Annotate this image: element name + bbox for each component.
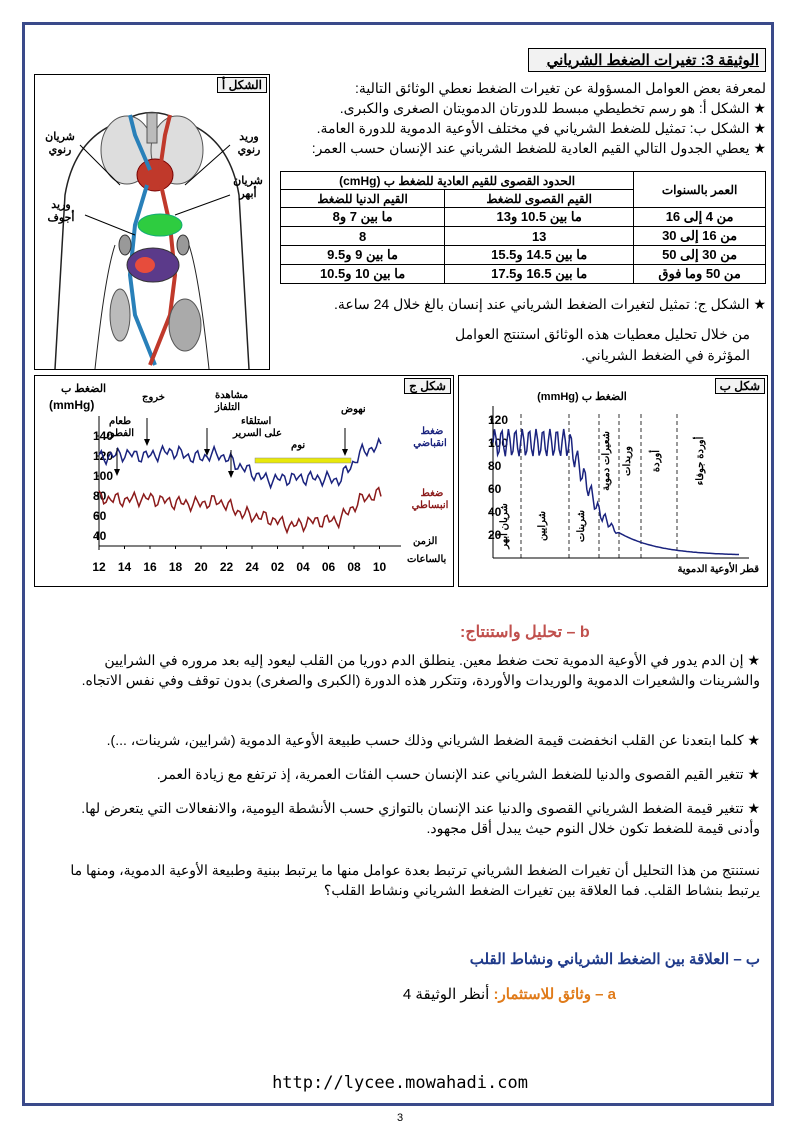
- annotation-sleep: نوم: [291, 440, 306, 451]
- annotation-arrowhead: [144, 439, 150, 446]
- annotation-tv: التلفاز: [215, 402, 241, 413]
- y-tick-label: 40: [93, 529, 107, 543]
- x-tick-label: 04: [296, 560, 310, 574]
- annotation-tv: مشاهدة: [215, 390, 249, 401]
- paragraph: ★ كلما ابتعدنا عن القلب انخفضت قيمة الضغط الشرياني وذلك حسب طبيعة الأوعية الدموية (شرايين، شرينات، ...).: [106, 732, 760, 748]
- max-cell: 13: [445, 227, 634, 246]
- leg-muscle: [169, 299, 201, 351]
- min-cell: ما بين 9 و9.5: [281, 246, 445, 265]
- systolic-label: انقباضي: [413, 438, 447, 449]
- blood-pressure-table: [280, 171, 766, 284]
- aorta-label: شريان أبهر: [233, 175, 263, 200]
- diastolic-label: ضغط: [420, 488, 444, 499]
- annotation-arrowhead: [342, 449, 348, 456]
- age-cell: من 4 إلى 16: [634, 208, 766, 227]
- pointer-line: [85, 215, 135, 235]
- x-tick-label: 24: [245, 560, 259, 574]
- x-tick-label: 20: [194, 560, 208, 574]
- x-title: الزمن: [413, 536, 438, 547]
- y-tick-label: 140: [93, 429, 114, 443]
- section-a: [300, 985, 616, 1003]
- page-number: 3: [396, 1112, 404, 1124]
- conclusion-prompt: من خلال تحليل معطيات هذه الوثائق استنتج العوامل المؤثرة في الضغط الشرياني.: [454, 326, 750, 363]
- figure-j-label: شكل ج: [404, 378, 451, 394]
- age-cell: من 50 وما فوق: [634, 265, 766, 284]
- x-tick-label: 06: [321, 560, 336, 574]
- min-cell: ما بين 10 و10.5: [281, 265, 445, 284]
- zone-label: أوردة جوفاء: [695, 436, 706, 486]
- annotation-lying: على السرير: [233, 428, 282, 439]
- y-tick-label: 20: [488, 527, 502, 542]
- min-header: القيم الدنيا للضغط: [281, 190, 445, 208]
- max-header: القيم القصوى للضغط: [445, 190, 634, 208]
- x-tick-label: 10: [372, 560, 387, 574]
- pressure-24h-chart: [35, 376, 453, 586]
- intestines: [135, 257, 155, 273]
- document-title: الوثيقة 3: تغيرات الضغط الشرياني: [528, 48, 766, 72]
- y-tick-label: 100: [93, 469, 114, 483]
- x-unit: بالساعات: [407, 554, 447, 565]
- table-row: [281, 227, 766, 246]
- figure-a: [34, 74, 270, 370]
- intro-line: ★ الشكل ب: تمثيل للضغط الشرياني في مختلف الأوعية الدموية للدورة العامة.: [316, 120, 766, 136]
- x-tick-label: 16: [143, 560, 157, 574]
- zone-label: شعيرات دموية: [601, 431, 612, 491]
- age-header: العمر بالسنوات: [634, 172, 766, 208]
- kidney: [119, 235, 131, 255]
- systolic-label: ضغط: [420, 426, 444, 437]
- annotation-arrowhead: [228, 471, 234, 478]
- section-a-label: a – وثائق للاستثمار:: [493, 986, 616, 1003]
- section-a-text: أنظر الوثيقة 4: [402, 986, 490, 1003]
- y-title: الضغط ب (mmHg): [537, 391, 627, 403]
- annotation-arrowhead: [114, 469, 120, 476]
- paragraph: ★ تتغير القيم القصوى والدنيا للضغط الشرياني عند الإنسان حسب الفئات العمرية، إذ ترتفع مع زيادة العمر.: [156, 766, 760, 782]
- table-row: [281, 246, 766, 265]
- paragraph: ★ إن الدم يدور في الأوعية الدموية تحت ضغط معين. ينطلق الدم دوريا من القلب ليعود إليه بعد مروره في الشرايين والشرينات والشعيرات الدموية والوريدات والأوردة، وتتكرر هذه الدورة (الكبرى والصغرى) بدون توقف وفي نفس الاتجاه.: [81, 652, 760, 688]
- table-row: [281, 265, 766, 284]
- heart: [137, 159, 173, 191]
- intro-line: لمعرفة بعض العوامل المسؤولة عن تغيرات الضغط نعطي الوثائق التالية:: [355, 80, 766, 96]
- max-cell: ما بين 10.5 و13: [445, 208, 634, 227]
- age-cell: من 30 إلى 50: [634, 246, 766, 265]
- age-cell: من 16 إلى 30: [634, 227, 766, 246]
- y-tick-label: 80: [488, 458, 502, 473]
- limits-header: الحدود القصوى للقيم العادية للضغط ب (cmHg): [281, 172, 634, 190]
- min-cell: 8: [281, 227, 445, 246]
- paragraph: ★ تتغير قيمة الضغط الشرياني القصوى والدنيا عند الإنسان بالتوازي حسب الأنشطة اليومية، والانفعالات التي يتعرض لها. وأدنى قيمة للضغط تكون خلال النوم حيث يبدل أقل مجهود.: [81, 800, 760, 836]
- footer-url[interactable]: http://lycee.mowahadi.com: [272, 1073, 528, 1093]
- intro-line: ★ يعطي الجدول التالي القيم العادية للضغط الشرياني عند الإنسان حسب العمر:: [311, 140, 766, 156]
- table-row: [281, 208, 766, 227]
- series-line: [99, 488, 381, 533]
- pressure-vessels-chart: [459, 376, 767, 586]
- conclusion-paragraph: نستنتج من هذا التحليل أن تغيرات الضغط الشرياني ترتبط بعدة عوامل منها ما يرتبط ببنية وطبيعة الأوعية الدموية، ومنها ما يرتبط بنشاط القلب. فما العلاقة بين تغيرات الضغط الشرياني ونشاط القلب؟: [70, 862, 760, 898]
- annotation-wake: نهوض: [341, 404, 366, 415]
- renal-artery-label: شريان رنوي: [45, 131, 75, 156]
- y-tick-label: 120: [488, 412, 509, 427]
- x-tick-label: 14: [117, 560, 132, 574]
- vena-cava-label: وريد أجوف: [47, 199, 75, 224]
- min-cell: ما بين 7 و8: [281, 208, 445, 227]
- figure-j: [34, 375, 454, 587]
- x-tick-label: 08: [347, 560, 361, 574]
- y-title: الضغط ب: [61, 383, 107, 395]
- annotation-going-out: خروج: [142, 392, 165, 403]
- pointer-line: [175, 195, 230, 215]
- x-tick-label: 22: [219, 560, 234, 574]
- zone-label: شريان أبهر: [499, 503, 510, 549]
- zone-label: وريدات: [622, 446, 633, 476]
- section-heading: ب – العلاقة بين الضغط الشرياني ونشاط القلب: [469, 951, 760, 968]
- section-b-title: [460, 622, 590, 642]
- annotation-lying: استلقاء: [241, 416, 272, 427]
- y-unit: (mmHg): [49, 398, 95, 412]
- max-cell: ما بين 14.5 و15.5: [445, 246, 634, 265]
- sleep-bar: [255, 458, 351, 463]
- diastolic-label: انبساطي: [411, 500, 449, 511]
- y-tick-label: 80: [93, 489, 107, 503]
- y-tick-label: 120: [93, 449, 114, 463]
- y-tick-label: 100: [488, 435, 509, 450]
- max-cell: ما بين 16.5 و17.5: [445, 265, 634, 284]
- annotation-breakfast: الفطور: [105, 428, 135, 439]
- x-tick-label: 02: [270, 560, 285, 574]
- y-tick-label: 40: [488, 504, 502, 519]
- trachea: [147, 113, 157, 143]
- figure-a-label: الشكل أ: [217, 77, 267, 93]
- x-tick-label: 12: [92, 560, 106, 574]
- y-tick-label: 60: [93, 509, 107, 523]
- renal-vein-label: وريد رنوي: [237, 131, 261, 156]
- zone-label: أوردة: [651, 449, 662, 473]
- fig-c-description: ★ الشكل ج: تمثيل لتغيرات الضغط الشرياني عند إنسان بالغ خلال 24 ساعة.: [333, 296, 766, 312]
- annotation-breakfast: طعام: [109, 416, 132, 427]
- liver: [138, 214, 182, 236]
- zone-label: شرايين: [537, 510, 548, 542]
- leg-muscle: [110, 289, 130, 341]
- section-b-title-text: b – تحليل واستنتاج:: [460, 624, 590, 641]
- y-tick-label: 60: [488, 481, 502, 496]
- intro-text: [278, 78, 766, 158]
- x-title: قطر الأوعية الدموية: [677, 564, 759, 575]
- figure-b: [458, 375, 768, 587]
- figure-b-label: شكل ب: [715, 378, 765, 394]
- series-line: [99, 439, 381, 488]
- intro-line: ★ الشكل أ: هو رسم تخطيطي مبسط للدورتان الدمويتان الصغرى والكبرى.: [339, 100, 766, 116]
- x-tick-label: 18: [168, 560, 183, 574]
- kidney: [177, 235, 189, 255]
- zone-label: شرينات: [576, 509, 587, 543]
